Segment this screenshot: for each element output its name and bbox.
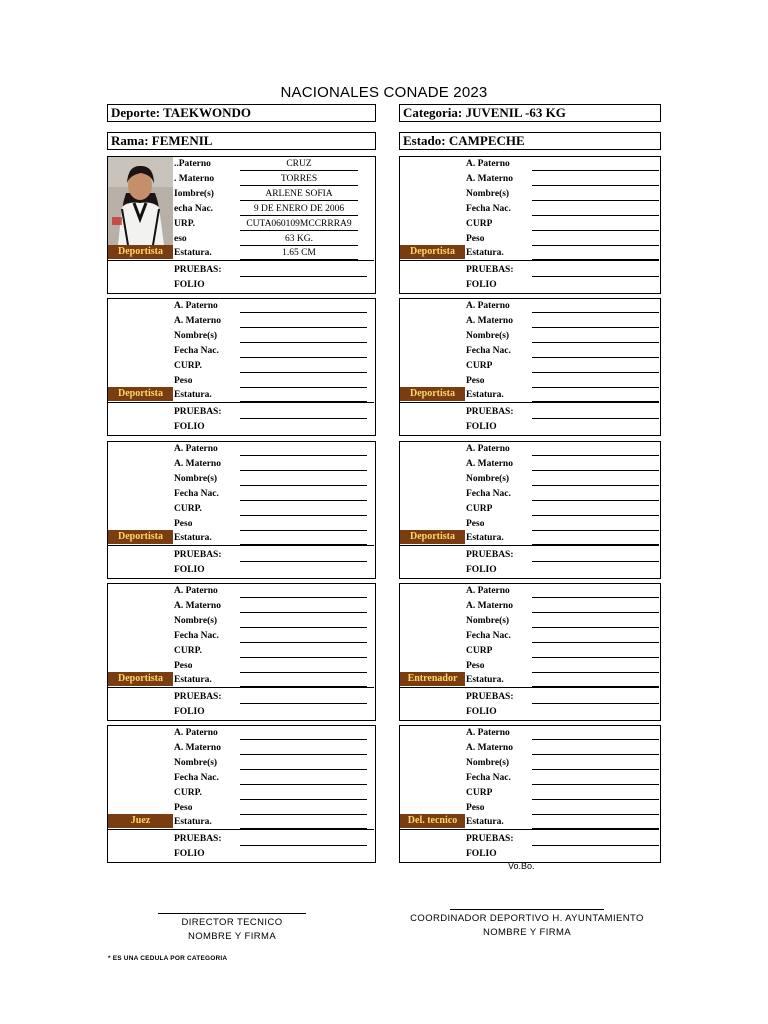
label-pruebas: PRUEBAS: xyxy=(174,692,222,702)
value-nombres[interactable]: ARLENE SOFIA xyxy=(240,187,358,201)
label-paterno: A. Paterno xyxy=(466,444,510,454)
label-folio: FOLIO xyxy=(174,565,205,575)
label-peso: Peso xyxy=(174,661,193,671)
label-fecha: Fecha Nac. xyxy=(466,631,511,641)
value-materno[interactable] xyxy=(240,457,367,471)
label-curp: CURP. xyxy=(174,646,202,656)
value-fecha[interactable] xyxy=(240,771,367,785)
label-fecha: Fecha Nac. xyxy=(174,489,219,499)
label-fecha: Fecha Nac. xyxy=(466,489,511,499)
value-estatura[interactable] xyxy=(532,388,659,402)
value-fecha[interactable] xyxy=(240,629,367,643)
value-curp[interactable] xyxy=(240,786,367,800)
value-estatura[interactable] xyxy=(240,531,367,545)
label-paterno: A. Paterno xyxy=(174,444,218,454)
deporte-field: Deporte: TAEKWONDO xyxy=(107,104,376,122)
value-curp[interactable]: CUTA060109MCCRRRA9 xyxy=(240,217,358,231)
value-peso[interactable] xyxy=(240,517,367,531)
value-curp[interactable] xyxy=(532,644,659,658)
label-estatura: Estatura. xyxy=(466,533,504,543)
value-fecha[interactable] xyxy=(240,344,367,358)
label-nombres: Nombre(s) xyxy=(466,758,510,768)
value-nombres[interactable] xyxy=(240,472,367,486)
label-fecha: Fecha Nac. xyxy=(174,631,219,641)
value-estatura[interactable]: 1.65 CM xyxy=(240,246,358,260)
judge-card xyxy=(107,725,376,863)
label-pruebas: PRUEBAS: xyxy=(174,265,222,275)
value-estatura[interactable] xyxy=(240,673,367,687)
coach-card xyxy=(399,583,661,721)
label-folio: FOLIO xyxy=(174,422,205,432)
label-materno: A. Materno xyxy=(466,174,513,184)
value-fecha[interactable] xyxy=(532,487,659,501)
director-subtitle: NOMBRE Y FIRMA xyxy=(187,931,277,942)
value-paterno[interactable] xyxy=(532,442,659,456)
label-nombres: Nombre(s) xyxy=(466,616,510,626)
value-peso[interactable] xyxy=(240,374,367,388)
value-materno[interactable] xyxy=(532,741,659,755)
label-estatura: Estatura. xyxy=(174,533,212,543)
label-peso: Peso xyxy=(466,661,485,671)
value-curp[interactable] xyxy=(240,359,367,373)
categoria-field: Categoria: JUVENIL -63 KG xyxy=(399,104,661,122)
divider xyxy=(108,545,374,546)
label-pruebas: PRUEBAS: xyxy=(466,550,514,560)
value-materno[interactable] xyxy=(532,599,659,613)
value-peso[interactable] xyxy=(532,801,659,815)
value-pruebas[interactable] xyxy=(240,263,367,277)
label-estatura: Estatura. xyxy=(466,390,504,400)
role-badge: Entrenador xyxy=(400,672,465,686)
value-peso[interactable] xyxy=(240,801,367,815)
value-pruebas[interactable] xyxy=(532,690,659,704)
value-fecha[interactable] xyxy=(532,771,659,785)
label-materno: A. Materno xyxy=(466,743,513,753)
label-paterno: A. Paterno xyxy=(466,586,510,596)
divider xyxy=(108,402,374,403)
athlete-card-2 xyxy=(399,156,661,294)
label-folio: FOLIO xyxy=(174,849,205,859)
role-badge: Juez xyxy=(108,814,173,828)
label-paterno: A. Paterno xyxy=(174,728,218,738)
label-peso: eso xyxy=(174,234,187,244)
value-estatura[interactable] xyxy=(532,246,659,260)
role-badge: Del. tecnico xyxy=(400,814,465,828)
label-materno: A. Materno xyxy=(174,601,221,611)
value-materno[interactable] xyxy=(532,172,659,186)
label-curp: CURP xyxy=(466,219,493,229)
value-nombres[interactable] xyxy=(240,614,367,628)
label-curp: CURP xyxy=(466,788,493,798)
label-curp: CURP. xyxy=(174,788,202,798)
label-nombres: Iombre(s) xyxy=(174,189,214,199)
value-nombres[interactable] xyxy=(240,329,367,343)
technical-delegate-card xyxy=(399,725,661,863)
value-fecha[interactable]: 9 DE ENERO DE 2006 xyxy=(240,202,358,216)
director-title: DIRECTOR TECNICO xyxy=(181,917,283,928)
value-curp[interactable] xyxy=(532,502,659,516)
label-estatura: Estatura. xyxy=(174,817,212,827)
value-materno[interactable] xyxy=(240,741,367,755)
label-pruebas: PRUEBAS: xyxy=(466,692,514,702)
athlete-photo xyxy=(108,157,173,245)
label-paterno: A. Paterno xyxy=(466,301,510,311)
label-materno: A. Materno xyxy=(466,459,513,469)
label-paterno: A. Paterno xyxy=(466,159,510,169)
value-curp[interactable] xyxy=(532,786,659,800)
value-fecha[interactable] xyxy=(532,344,659,358)
label-peso: Peso xyxy=(174,803,193,813)
role-badge: Deportista xyxy=(400,387,465,401)
value-pruebas[interactable] xyxy=(532,263,659,277)
divider xyxy=(108,687,374,688)
value-pruebas[interactable] xyxy=(532,548,659,562)
label-fecha: Fecha Nac. xyxy=(466,204,511,214)
athlete-card-3 xyxy=(107,298,376,436)
document-title: NACIONALES CONADE 2023 xyxy=(280,84,488,101)
value-nombres[interactable] xyxy=(532,187,659,201)
value-pruebas[interactable] xyxy=(532,832,659,846)
value-peso[interactable] xyxy=(240,659,367,673)
divider xyxy=(400,260,659,261)
role-badge: Deportista xyxy=(400,530,465,544)
role-badge: Deportista xyxy=(400,245,465,259)
divider xyxy=(400,687,659,688)
estado-field: Estado: CAMPECHE xyxy=(399,132,661,150)
label-estatura: Estatura. xyxy=(174,248,212,258)
value-peso[interactable] xyxy=(532,232,659,246)
label-estatura: Estatura. xyxy=(466,817,504,827)
label-curp: CURP xyxy=(466,361,493,371)
value-paterno[interactable] xyxy=(240,299,367,313)
coordinator-signature-line[interactable] xyxy=(450,909,604,910)
role-badge: Deportista xyxy=(108,530,173,544)
label-fecha: Fecha Nac. xyxy=(174,773,219,783)
label-paterno: A. Paterno xyxy=(174,301,218,311)
label-nombres: Nombre(s) xyxy=(466,474,510,484)
label-nombres: Nombre(s) xyxy=(466,189,510,199)
label-paterno: A. Paterno xyxy=(174,586,218,596)
value-estatura[interactable] xyxy=(532,673,659,687)
label-paterno: ..Paterno xyxy=(174,159,211,169)
value-fecha[interactable] xyxy=(240,487,367,501)
label-materno: A. Materno xyxy=(466,601,513,611)
label-materno: A. Materno xyxy=(174,459,221,469)
divider xyxy=(400,829,659,830)
value-estatura[interactable] xyxy=(532,815,659,829)
value-pruebas[interactable] xyxy=(240,690,367,704)
value-paterno[interactable] xyxy=(240,442,367,456)
value-curp[interactable] xyxy=(532,217,659,231)
value-pruebas[interactable] xyxy=(240,832,367,846)
label-estatura: Estatura. xyxy=(174,390,212,400)
label-pruebas: PRUEBAS: xyxy=(466,407,514,417)
label-folio: FOLIO xyxy=(466,849,497,859)
value-materno[interactable] xyxy=(532,457,659,471)
value-paterno[interactable] xyxy=(532,299,659,313)
value-peso[interactable] xyxy=(532,374,659,388)
value-curp[interactable] xyxy=(240,502,367,516)
value-pruebas[interactable] xyxy=(532,405,659,419)
value-paterno[interactable] xyxy=(240,726,367,740)
value-materno[interactable]: TORRES xyxy=(240,172,358,186)
label-nombres: Nombre(s) xyxy=(174,616,218,626)
coordinator-subtitle: NOMBRE Y FIRMA xyxy=(482,927,572,938)
value-nombres[interactable] xyxy=(240,756,367,770)
role-badge: Deportista xyxy=(108,387,173,401)
value-nombres[interactable] xyxy=(532,329,659,343)
label-peso: Peso xyxy=(466,376,485,386)
label-pruebas: PRUEBAS: xyxy=(174,550,222,560)
label-nombres: Nombre(s) xyxy=(466,331,510,341)
value-paterno[interactable] xyxy=(532,157,659,171)
director-signature-line[interactable] xyxy=(158,913,306,914)
label-nombres: Nombre(s) xyxy=(174,331,218,341)
athlete-card-5 xyxy=(107,441,376,579)
label-pruebas: PRUEBAS: xyxy=(466,834,514,844)
label-estatura: Estatura. xyxy=(466,248,504,258)
value-estatura[interactable] xyxy=(532,531,659,545)
value-peso[interactable]: 63 KG. xyxy=(240,232,358,246)
value-peso[interactable] xyxy=(532,517,659,531)
athlete-card-6 xyxy=(399,441,661,579)
label-curp: URP. xyxy=(174,219,196,229)
value-materno[interactable] xyxy=(532,314,659,328)
value-paterno[interactable] xyxy=(532,726,659,740)
divider xyxy=(400,545,659,546)
label-pruebas: PRUEBAS: xyxy=(174,834,222,844)
label-peso: Peso xyxy=(174,519,193,529)
value-nombres[interactable] xyxy=(532,756,659,770)
label-materno: A. Materno xyxy=(466,316,513,326)
label-nombres: Nombre(s) xyxy=(174,758,218,768)
label-materno: A. Materno xyxy=(174,743,221,753)
value-peso[interactable] xyxy=(532,659,659,673)
label-fecha: echa Nac. xyxy=(174,204,214,214)
label-estatura: Estatura. xyxy=(174,675,212,685)
athlete-card-4 xyxy=(399,298,661,436)
value-curp[interactable] xyxy=(532,359,659,373)
athlete-card-7 xyxy=(107,583,376,721)
label-fecha: Fecha Nac. xyxy=(466,773,511,783)
value-estatura[interactable] xyxy=(240,815,367,829)
label-peso: Peso xyxy=(174,376,193,386)
value-pruebas[interactable] xyxy=(240,548,367,562)
label-folio: FOLIO xyxy=(466,707,497,717)
label-paterno: A. Paterno xyxy=(466,728,510,738)
value-paterno[interactable]: CRUZ xyxy=(240,157,358,171)
label-folio: FOLIO xyxy=(174,280,205,290)
label-pruebas: PRUEBAS: xyxy=(174,407,222,417)
divider xyxy=(108,829,374,830)
value-nombres[interactable] xyxy=(532,472,659,486)
athlete-card-1 xyxy=(107,156,376,294)
value-nombres[interactable] xyxy=(532,614,659,628)
label-folio: FOLIO xyxy=(466,422,497,432)
vobo-label: Vo.Bo. xyxy=(508,861,535,871)
label-curp: CURP xyxy=(466,504,493,514)
label-folio: FOLIO xyxy=(174,707,205,717)
label-materno: A. Materno xyxy=(174,316,221,326)
value-fecha[interactable] xyxy=(532,629,659,643)
label-folio: FOLIO xyxy=(466,565,497,575)
label-peso: Peso xyxy=(466,803,485,813)
label-pruebas: PRUEBAS: xyxy=(466,265,514,275)
value-estatura[interactable] xyxy=(240,388,367,402)
label-folio: FOLIO xyxy=(466,280,497,290)
value-fecha[interactable] xyxy=(532,202,659,216)
label-peso: Peso xyxy=(466,234,485,244)
rama-field: Rama: FEMENIL xyxy=(107,132,376,150)
role-badge: Deportista xyxy=(108,245,173,259)
label-estatura: Estatura. xyxy=(466,675,504,685)
value-pruebas[interactable] xyxy=(240,405,367,419)
role-badge: Deportista xyxy=(108,672,173,686)
value-curp[interactable] xyxy=(240,644,367,658)
label-fecha: Fecha Nac. xyxy=(466,346,511,356)
label-nombres: Nombre(s) xyxy=(174,474,218,484)
label-fecha: Fecha Nac. xyxy=(174,346,219,356)
value-paterno[interactable] xyxy=(240,584,367,598)
value-materno[interactable] xyxy=(240,314,367,328)
label-materno: . Materno xyxy=(174,174,215,184)
footnote: * ES UNA CEDULA POR CATEGORIA xyxy=(108,955,228,962)
divider xyxy=(400,402,659,403)
value-paterno[interactable] xyxy=(532,584,659,598)
divider xyxy=(108,260,374,261)
label-curp: CURP. xyxy=(174,504,202,514)
label-curp: CURP xyxy=(466,646,493,656)
value-materno[interactable] xyxy=(240,599,367,613)
label-peso: Peso xyxy=(466,519,485,529)
coordinator-title: COORDINADOR DEPORTIVO H. AYUNTAMIENTO xyxy=(410,913,644,924)
label-curp: CURP. xyxy=(174,361,202,371)
